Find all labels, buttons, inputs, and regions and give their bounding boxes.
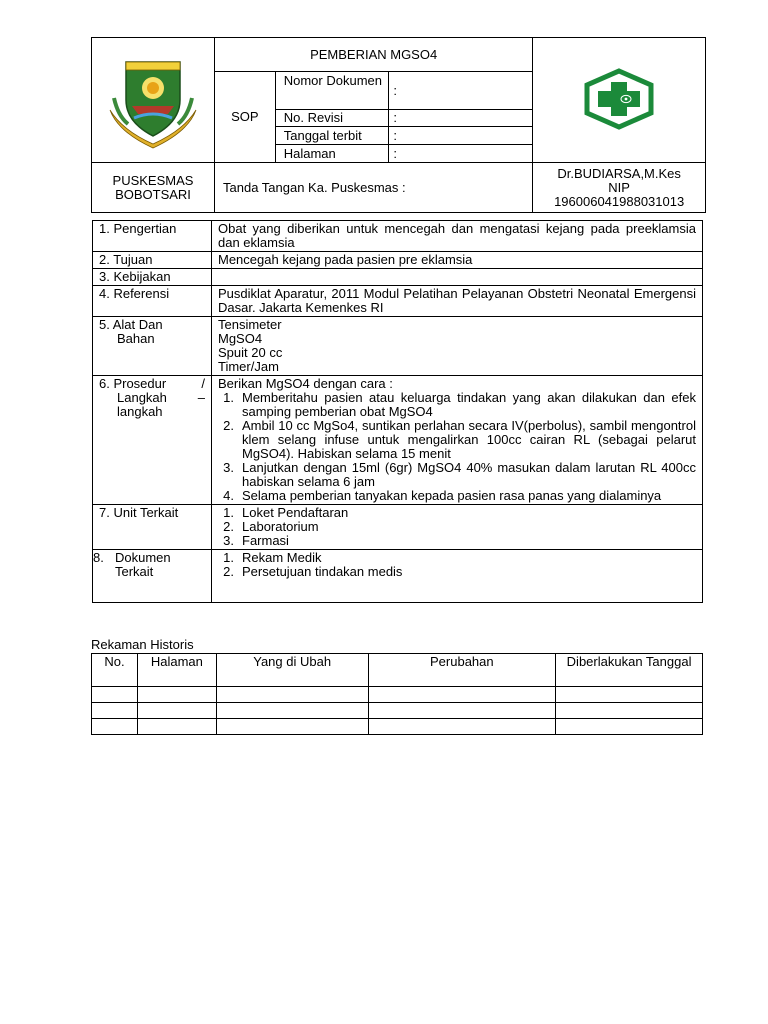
- table-row: [92, 719, 703, 735]
- unit-text: Laboratorium: [242, 519, 319, 534]
- list-item: [218, 489, 696, 503]
- table-cell: [368, 687, 556, 703]
- table-cell: [92, 703, 138, 719]
- row-unit-terkait: [93, 505, 703, 550]
- table-cell: [137, 687, 216, 703]
- unit-number: 3.: [223, 533, 234, 548]
- org-line-2: BOBOTSARI: [115, 186, 191, 202]
- unit-text: Loket Pendaftaran: [242, 505, 349, 520]
- step-number: 2.: [223, 418, 234, 433]
- table-cell: [556, 687, 703, 703]
- sop-label: SOP: [215, 72, 276, 163]
- dokumen-number: 2.: [223, 564, 234, 579]
- dokumen-text: Persetujuan tindakan medis: [242, 564, 403, 579]
- label-dokumen-line2: Terkait: [115, 564, 154, 579]
- list-item: [218, 520, 696, 534]
- label-tujuan: 2. Tujuan: [93, 252, 212, 269]
- text-pengertian: Obat yang diberikan untuk mencegah dan mengatasi kejang pada preeklamsia dan eklamsia: [212, 221, 703, 252]
- signer-block: [533, 163, 706, 213]
- history-header-row: [92, 654, 703, 687]
- table-cell: [216, 703, 368, 719]
- unit-number: 1.: [223, 505, 234, 520]
- text-kebijakan: [212, 269, 703, 286]
- table-row: [92, 687, 703, 703]
- label-prosedur-line3: langkah: [117, 404, 163, 419]
- list-item: [218, 461, 696, 489]
- table-cell: [556, 719, 703, 735]
- label-alat-line1: 5. Alat Dan: [99, 317, 163, 332]
- label-alat-bahan: [93, 317, 212, 376]
- table-cell: [92, 687, 138, 703]
- text-tujuan: Mencegah kejang pada pasien pre eklamsia: [212, 252, 703, 269]
- meta-value-halaman: :: [389, 145, 533, 163]
- step-number: 3.: [223, 460, 234, 475]
- dokumen-text: Rekam Medik: [242, 550, 322, 565]
- label-prosedur: [93, 376, 212, 505]
- meta-value-nomor: :: [389, 72, 533, 110]
- history-table: [91, 653, 703, 735]
- label-prosedur-line1: [99, 377, 205, 391]
- table-cell: [368, 719, 556, 735]
- list-item: [218, 534, 696, 548]
- organization-name: [92, 163, 215, 213]
- step-text: Memberitahu pasien atau keluarga tindakan yang akan dilakukan dan efek samping pemberian obat MgSO4: [242, 390, 696, 419]
- meta-value-revisi: :: [389, 110, 533, 127]
- label-dokumen-num: 8.: [93, 550, 104, 565]
- step-number: 4.: [223, 488, 234, 503]
- label-dokumen-text1: Dokumen: [115, 550, 171, 565]
- label-prosedur-dash: –: [197, 390, 205, 405]
- puskesmas-cross-logo-icon: [582, 68, 656, 130]
- list-item: [218, 419, 696, 461]
- history-col-perubahan: Perubahan: [368, 654, 556, 687]
- row-referensi: [93, 286, 703, 317]
- signer-name: Dr.BUDIARSA,M.Kes: [557, 165, 681, 181]
- meta-label-halaman: Halaman: [275, 145, 389, 163]
- unit-number: 2.: [223, 519, 234, 534]
- label-referensi: 4. Referensi: [93, 286, 212, 317]
- list-dokumen-terkait: [212, 550, 703, 603]
- org-line-1: PUSKESMAS: [112, 172, 194, 188]
- text-referensi: Pusdiklat Aparatur, 2011 Modul Pelatihan Pelayanan Obstetri Neonatal Emergensi Dasar. Jakarta Kemenkes RI: [212, 286, 703, 317]
- table-cell: [137, 703, 216, 719]
- puskesmas-logo-cell: [533, 38, 706, 163]
- list-unit-terkait: [212, 505, 703, 550]
- table-cell: [92, 719, 138, 735]
- row-prosedur: [93, 376, 703, 505]
- list-item: [218, 565, 696, 579]
- row-kebijakan: [93, 269, 703, 286]
- purbalingga-regency-emblem-icon: [92, 40, 214, 158]
- prosedur-steps: [218, 391, 696, 503]
- header-table: [91, 37, 706, 213]
- table-cell: [368, 703, 556, 719]
- meta-value-tanggal: :: [389, 127, 533, 145]
- regency-logo-cell: [92, 38, 215, 163]
- step-text: Selama pemberian tanyakan kepada pasien rasa panas yang dialaminya: [242, 488, 662, 503]
- label-prosedur-text1: 6. Prosedur: [99, 376, 167, 391]
- row-tujuan: [93, 252, 703, 269]
- list-alat-bahan: [212, 317, 703, 376]
- prosedur-content: [212, 376, 703, 505]
- dokumen-number: 1.: [223, 550, 234, 565]
- label-dokumen-line1: [93, 551, 205, 565]
- label-alat-line2: Bahan: [117, 331, 155, 346]
- step-text: Ambil 10 cc MgSo4, suntikan perlahan secara IV(perbolus), sambil mengontrol klem selang infuse untuk mengalirkan 100cc cairan RL (sebagai pelarut MgSO4). Habiskan selama 15 menit: [242, 418, 696, 461]
- signer-nip-label: NIP: [608, 179, 630, 195]
- row-dokumen-terkait: [93, 550, 703, 603]
- label-pengertian: 1. Pengertian: [93, 221, 212, 252]
- meta-label-tanggal: Tanggal terbit: [275, 127, 389, 145]
- history-title: Rekaman Historis: [91, 637, 194, 652]
- document-title: PEMBERIAN MGSO4: [215, 38, 533, 72]
- signature-label: Tanda Tangan Ka. Puskesmas :: [215, 163, 533, 213]
- unit-list: [218, 506, 696, 548]
- label-prosedur-text2: Langkah: [117, 390, 167, 405]
- table-cell: [216, 687, 368, 703]
- alat-item: Timer/Jam: [218, 359, 279, 374]
- step-text: Lanjutkan dengan 15ml (6gr) MgSO4 40% masukan dalam larutan RL 400cc habiskan selama 6 jam: [242, 460, 696, 489]
- history-col-no: No.: [92, 654, 138, 687]
- table-cell: [556, 703, 703, 719]
- table-row: [92, 703, 703, 719]
- meta-label-revisi: No. Revisi: [275, 110, 389, 127]
- row-alat-bahan: [93, 317, 703, 376]
- table-cell: [216, 719, 368, 735]
- history-col-halaman: Halaman: [137, 654, 216, 687]
- list-item: [218, 551, 696, 565]
- alat-item: Tensimeter: [218, 317, 282, 332]
- unit-text: Farmasi: [242, 533, 289, 548]
- history-col-yang-diubah: Yang di Ubah: [216, 654, 368, 687]
- alat-item: MgSO4: [218, 331, 263, 346]
- row-pengertian: [93, 221, 703, 252]
- label-kebijakan: 3. Kebijakan: [93, 269, 212, 286]
- step-number: 1.: [223, 390, 234, 405]
- sop-content-table: [92, 220, 703, 603]
- label-unit-terkait: 7. Unit Terkait: [93, 505, 212, 550]
- label-dokumen-terkait: [93, 550, 212, 603]
- meta-label-nomor: Nomor Dokumen: [275, 72, 389, 110]
- dokumen-list: [218, 551, 696, 579]
- label-prosedur-slash: /: [201, 376, 205, 391]
- history-col-diberlakukan: Diberlakukan Tanggal: [556, 654, 703, 687]
- list-item: [218, 391, 696, 419]
- label-prosedur-line2: [117, 391, 205, 405]
- prosedur-intro: Berikan MgSO4 dengan cara :: [218, 376, 393, 391]
- signer-nip: 196006041988031013: [554, 193, 685, 209]
- list-item: [218, 506, 696, 520]
- alat-item: Spuit 20 cc: [218, 345, 283, 360]
- table-cell: [137, 719, 216, 735]
